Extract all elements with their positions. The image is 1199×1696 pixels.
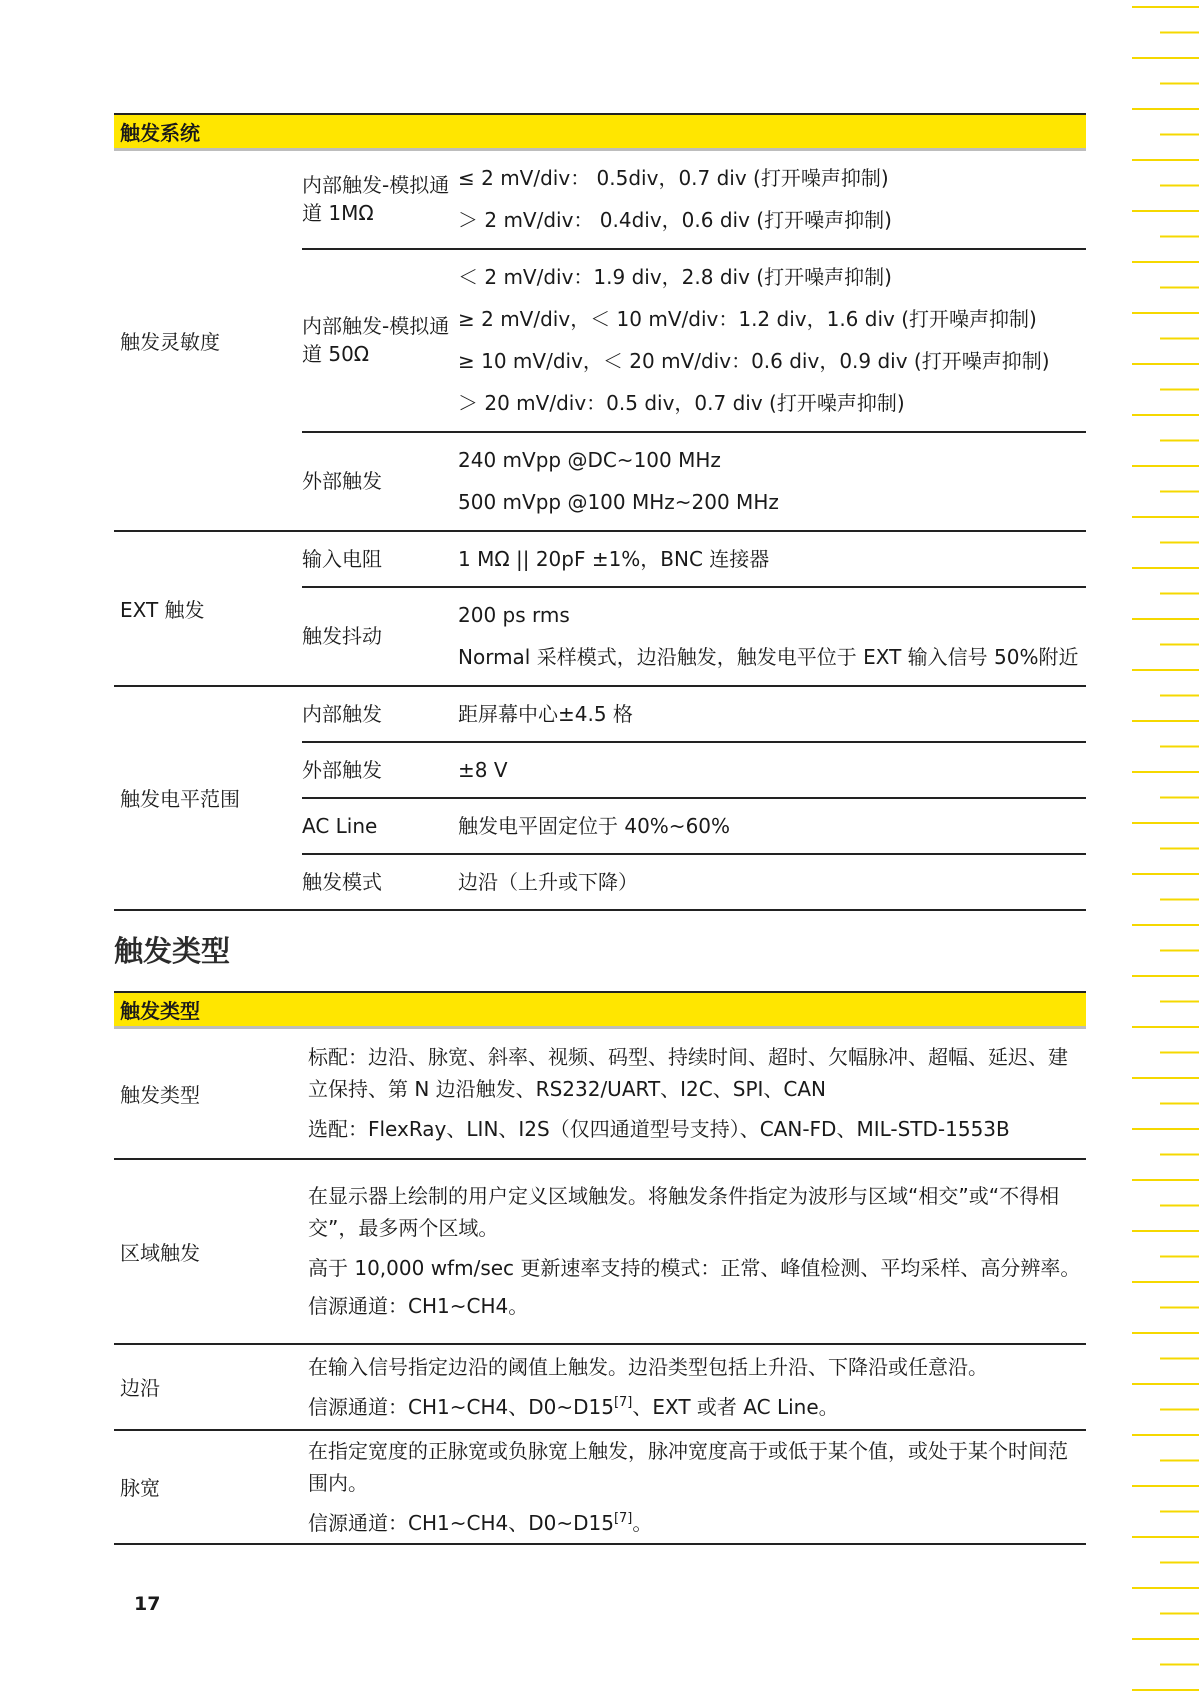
row-label: 脉宽: [114, 1430, 308, 1544]
value-line: 500 mVpp @100 MHz~200 MHz: [458, 490, 779, 514]
value-line: 在指定宽度的正脉宽或负脉宽上触发，脉冲宽度高于或低于某个值，或处于某个时间范围内。: [308, 1438, 1068, 1495]
value-line: Normal 采样模式，边沿触发，触发电平位于 EXT 输入信号 50%附近: [458, 645, 1079, 669]
table-row: [114, 686, 1086, 742]
value-cell: [458, 432, 1086, 531]
row-label: 边沿: [114, 1344, 308, 1430]
table-header-row: [114, 992, 1086, 1028]
source-text: 信源通道：CH1~CH4、D0~D15: [308, 1510, 614, 1535]
table-header: 触发系统: [114, 114, 1086, 150]
sub-label: 外部触发: [302, 742, 458, 798]
sub-label: 输入电阻: [302, 531, 458, 587]
row-label: 触发类型: [114, 1028, 308, 1159]
sub-label: 外部触发: [302, 432, 458, 531]
source-text: 、EXT 或者 AC Line。: [632, 1394, 839, 1419]
table-row: [114, 1159, 1086, 1344]
value-cell: [458, 686, 1086, 742]
table-header: 触发类型: [114, 992, 1086, 1028]
value-line: 在输入信号指定边沿的阈值上触发。边沿类型包括上升沿、下降沿或任意沿。: [308, 1354, 988, 1379]
value-line: [308, 1507, 1082, 1539]
value-line: [308, 1391, 1082, 1423]
value-line: 200 ps rms: [458, 603, 570, 627]
value-line: 选配：FlexRay、LIN、I2S（仅四通道型号支持）、CAN-FD、MIL-STD-1553B: [308, 1117, 1010, 1142]
source-text: 信源通道：CH1~CH4、D0~D15: [308, 1394, 614, 1419]
table-row: [114, 150, 1086, 249]
value-line: 1 MΩ || 20pF ±1%，BNC 连接器: [458, 546, 770, 571]
page-number: 17: [134, 1593, 161, 1615]
row-label: 触发电平范围: [114, 686, 302, 910]
table-header-row: [114, 114, 1086, 150]
value-cell: [308, 1430, 1086, 1544]
value-line: 标配：边沿、脉宽、斜率、视频、码型、持续时间、超时、欠幅脉冲、超幅、延迟、建立保持、第 N 边沿触发、RS232/UART、I2C、SPI、CAN: [308, 1045, 1068, 1102]
sub-label: 触发抖动: [302, 587, 458, 686]
value-cell: [458, 587, 1086, 686]
table-row: [114, 1344, 1086, 1430]
value-cell: [458, 854, 1086, 910]
value-line: ＞ 20 mV/div：0.5 div，0.7 div (打开噪声抑制): [458, 391, 905, 415]
trigger-system-table: [114, 113, 1086, 911]
value-line: 240 mVpp @DC~100 MHz: [458, 448, 721, 472]
value-line: ＞ 2 mV/div： 0.4div，0.6 div (打开噪声抑制): [458, 208, 892, 233]
sub-label: 触发模式: [302, 854, 458, 910]
value-line: 触发电平固定位于 40%~60%: [458, 813, 731, 838]
value-line: ≤ 2 mV/div： 0.5div，0.7 div (打开噪声抑制): [458, 166, 889, 191]
sub-label: 内部触发: [302, 686, 458, 742]
value-cell: [458, 798, 1086, 854]
trigger-types-table: [114, 991, 1086, 1545]
table-row: [114, 531, 1086, 587]
row-label: EXT 触发: [114, 531, 302, 686]
value-line: ≥ 2 mV/div，＜ 10 mV/div：1.2 div，1.6 div (打开噪声抑制): [458, 307, 1037, 331]
value-line: ＜ 2 mV/div：1.9 div，2.8 div (打开噪声抑制): [458, 265, 892, 289]
source-text: 。: [632, 1510, 653, 1535]
value-cell: [308, 1159, 1086, 1344]
value-line: 高于 10,000 wfm/sec 更新速率支持的模式：正常、峰值检测、平均采样、高分辨率。: [308, 1256, 1081, 1280]
value-line: 边沿（上升或下降）: [458, 869, 638, 894]
footnote-ref[interactable]: [7]: [613, 1510, 633, 1526]
value-line: 信源通道：CH1~CH4。: [308, 1294, 529, 1318]
value-line: 距屏幕中心±4.5 格: [458, 701, 633, 726]
section-heading: 触发类型: [114, 934, 231, 968]
decorative-stripes: [1128, 0, 1199, 1696]
value-cell: [458, 150, 1086, 249]
value-cell: [308, 1028, 1086, 1159]
sub-label: 内部触发-模拟通道 1MΩ: [302, 150, 458, 249]
row-label: 区域触发: [114, 1159, 308, 1344]
table-row: [114, 1430, 1086, 1544]
footnote-ref[interactable]: [7]: [613, 1394, 633, 1410]
value-line: ≥ 10 mV/div，＜ 20 mV/div：0.6 div，0.9 div (打开噪声抑制): [458, 349, 1050, 373]
sub-label: 内部触发-模拟通道 50Ω: [302, 249, 458, 432]
row-label: 触发灵敏度: [114, 150, 302, 531]
sub-label: AC Line: [302, 798, 458, 854]
value-line: 在显示器上绘制的用户定义区域触发。将触发条件指定为波形与区域“相交”或“不得相交”，最多两个区域。: [308, 1184, 1060, 1240]
table-row: [114, 1028, 1086, 1159]
value-cell: [458, 742, 1086, 798]
value-line: ±8 V: [458, 757, 508, 782]
value-cell: [308, 1344, 1086, 1430]
value-cell: [458, 249, 1086, 432]
value-cell: [458, 531, 1086, 587]
